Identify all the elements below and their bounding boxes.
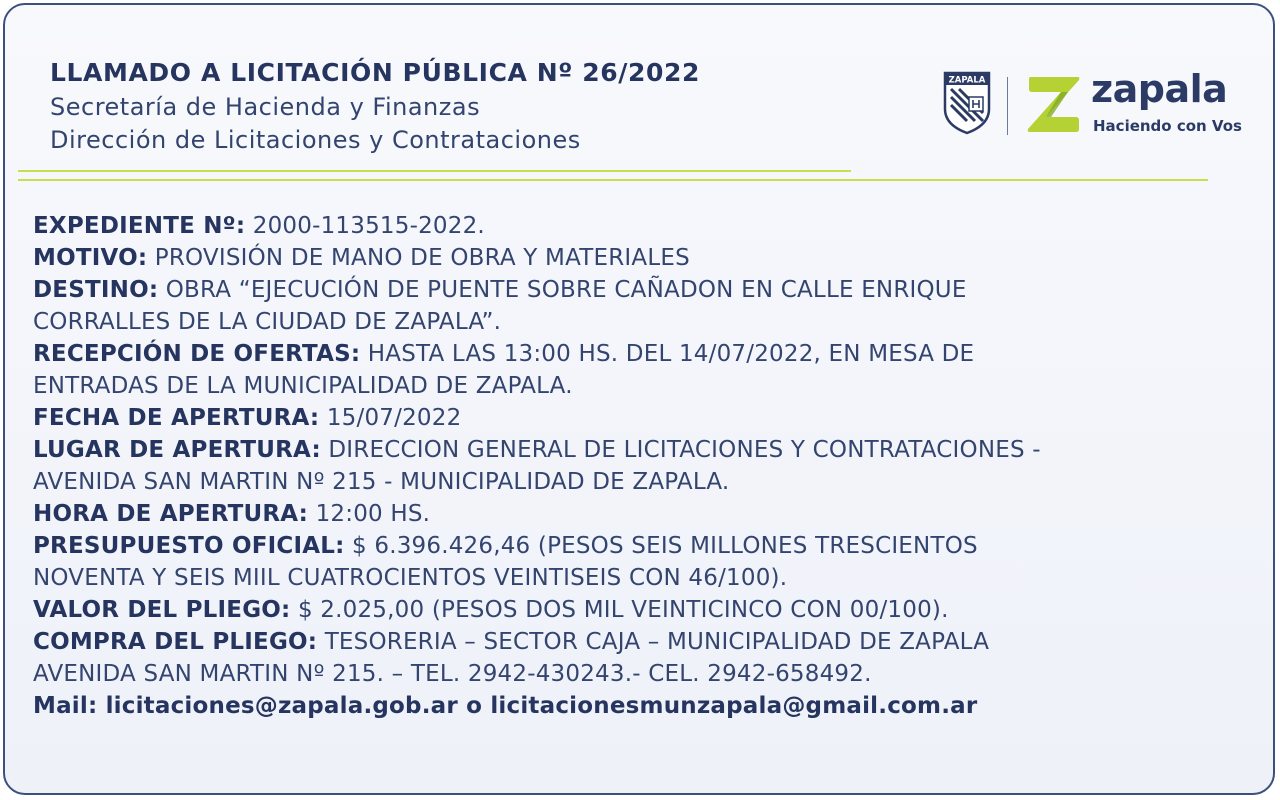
presupuesto-row [33,530,1233,562]
field-value: AVENIDA SAN MARTIN Nº 215 - MUNICIPALIDAD DE ZAPALA. [33,469,730,495]
field-value: 2000-113515-2022. [252,213,485,239]
field-label: RECEPCIÓN DE OFERTAS: [33,341,361,367]
field-value: 15/07/2022 [326,405,462,431]
compra-row [33,626,1233,658]
destino-row [33,274,1233,306]
contact-email: Mail: licitaciones@zapala.gob.ar o licitacionesmunzapala@gmail.com.ar [33,693,978,719]
valor-row [33,594,1233,626]
hora-row [33,498,1233,530]
notice-card [3,3,1275,795]
presupuesto-row-continued [33,562,1233,594]
field-label: MOTIVO: [33,245,148,271]
brand-tagline: Haciendo con Vos [1093,117,1242,135]
field-value: OBRA “EJECUCIÓN DE PUENTE SOBRE CAÑADON EN CALLE ENRIQUE [165,277,967,303]
field-value: $ 2.025,00 (PESOS DOS MIL VEINTICINCO CON 00/100). [297,597,949,623]
field-value: $ 6.396.426,46 (PESOS SEIS MILLONES TRESCIENTOS [352,533,978,559]
field-value: PROVISIÓN DE MANO DE OBRA Y MATERIALES [154,245,690,271]
header-divider-short [18,170,851,172]
office-name: Dirección de Licitaciones y Contrataciones [50,126,581,154]
notice-title: LLAMADO A LICITACIÓN PÚBLICA Nº 26/2022 [50,58,700,87]
field-value: ENTRADAS DE LA MUNICIPALIDAD DE ZAPALA. [33,373,573,399]
field-label: HORA DE APERTURA: [33,501,309,527]
fecha-row [33,402,1233,434]
field-label: LUGAR DE APERTURA: [33,437,321,463]
field-value: NOVENTA Y SEIS MIIL CUATROCIENTOS VEINTISEIS CON 46/100). [33,565,788,591]
expediente-row [33,210,1233,242]
notice-details [33,210,1233,722]
logo-divider [1007,77,1008,135]
recepcion-row-continued [33,370,1233,402]
compra-row-continued [33,658,1233,690]
lugar-row [33,434,1233,466]
recepcion-row [33,338,1233,370]
brand-wordmark: zapala [1091,67,1228,111]
logo-group [943,67,1243,141]
field-value: AVENIDA SAN MARTIN Nº 215. – TEL. 2942-430243.- CEL. 2942-658492. [33,661,872,687]
field-value: CORRALLES DE LA CIUDAD DE ZAPALA”. [33,309,502,335]
field-value: HASTA LAS 13:00 HS. DEL 14/07/2022, EN MESA DE [367,341,975,367]
field-value: TESORERIA – SECTOR CAJA – MUNICIPALIDAD DE ZAPALA [324,629,990,655]
field-value: 12:00 HS. [315,501,431,527]
field-value: DIRECCION GENERAL DE LICITACIONES Y CONTRATACIONES - [328,437,1041,463]
field-label: COMPRA DEL PLIEGO: [33,629,318,655]
field-label: EXPEDIENTE Nº: [33,213,246,239]
municipal-shield-icon [943,71,991,135]
field-label: FECHA DE APERTURA: [33,405,320,431]
lugar-row-continued [33,466,1233,498]
department-name: Secretaría de Hacienda y Finanzas [50,93,481,121]
field-label: VALOR DEL PLIEGO: [33,597,291,623]
field-label: PRESUPUESTO OFICIAL: [33,533,345,559]
mail-row [33,690,1233,722]
motivo-row [33,242,1233,274]
z-letter-icon [1024,73,1084,135]
destino-row-continued [33,306,1233,338]
field-label: DESTINO: [33,277,159,303]
header-divider-long [18,179,1208,181]
shield-label: ZAPALA [948,75,986,86]
